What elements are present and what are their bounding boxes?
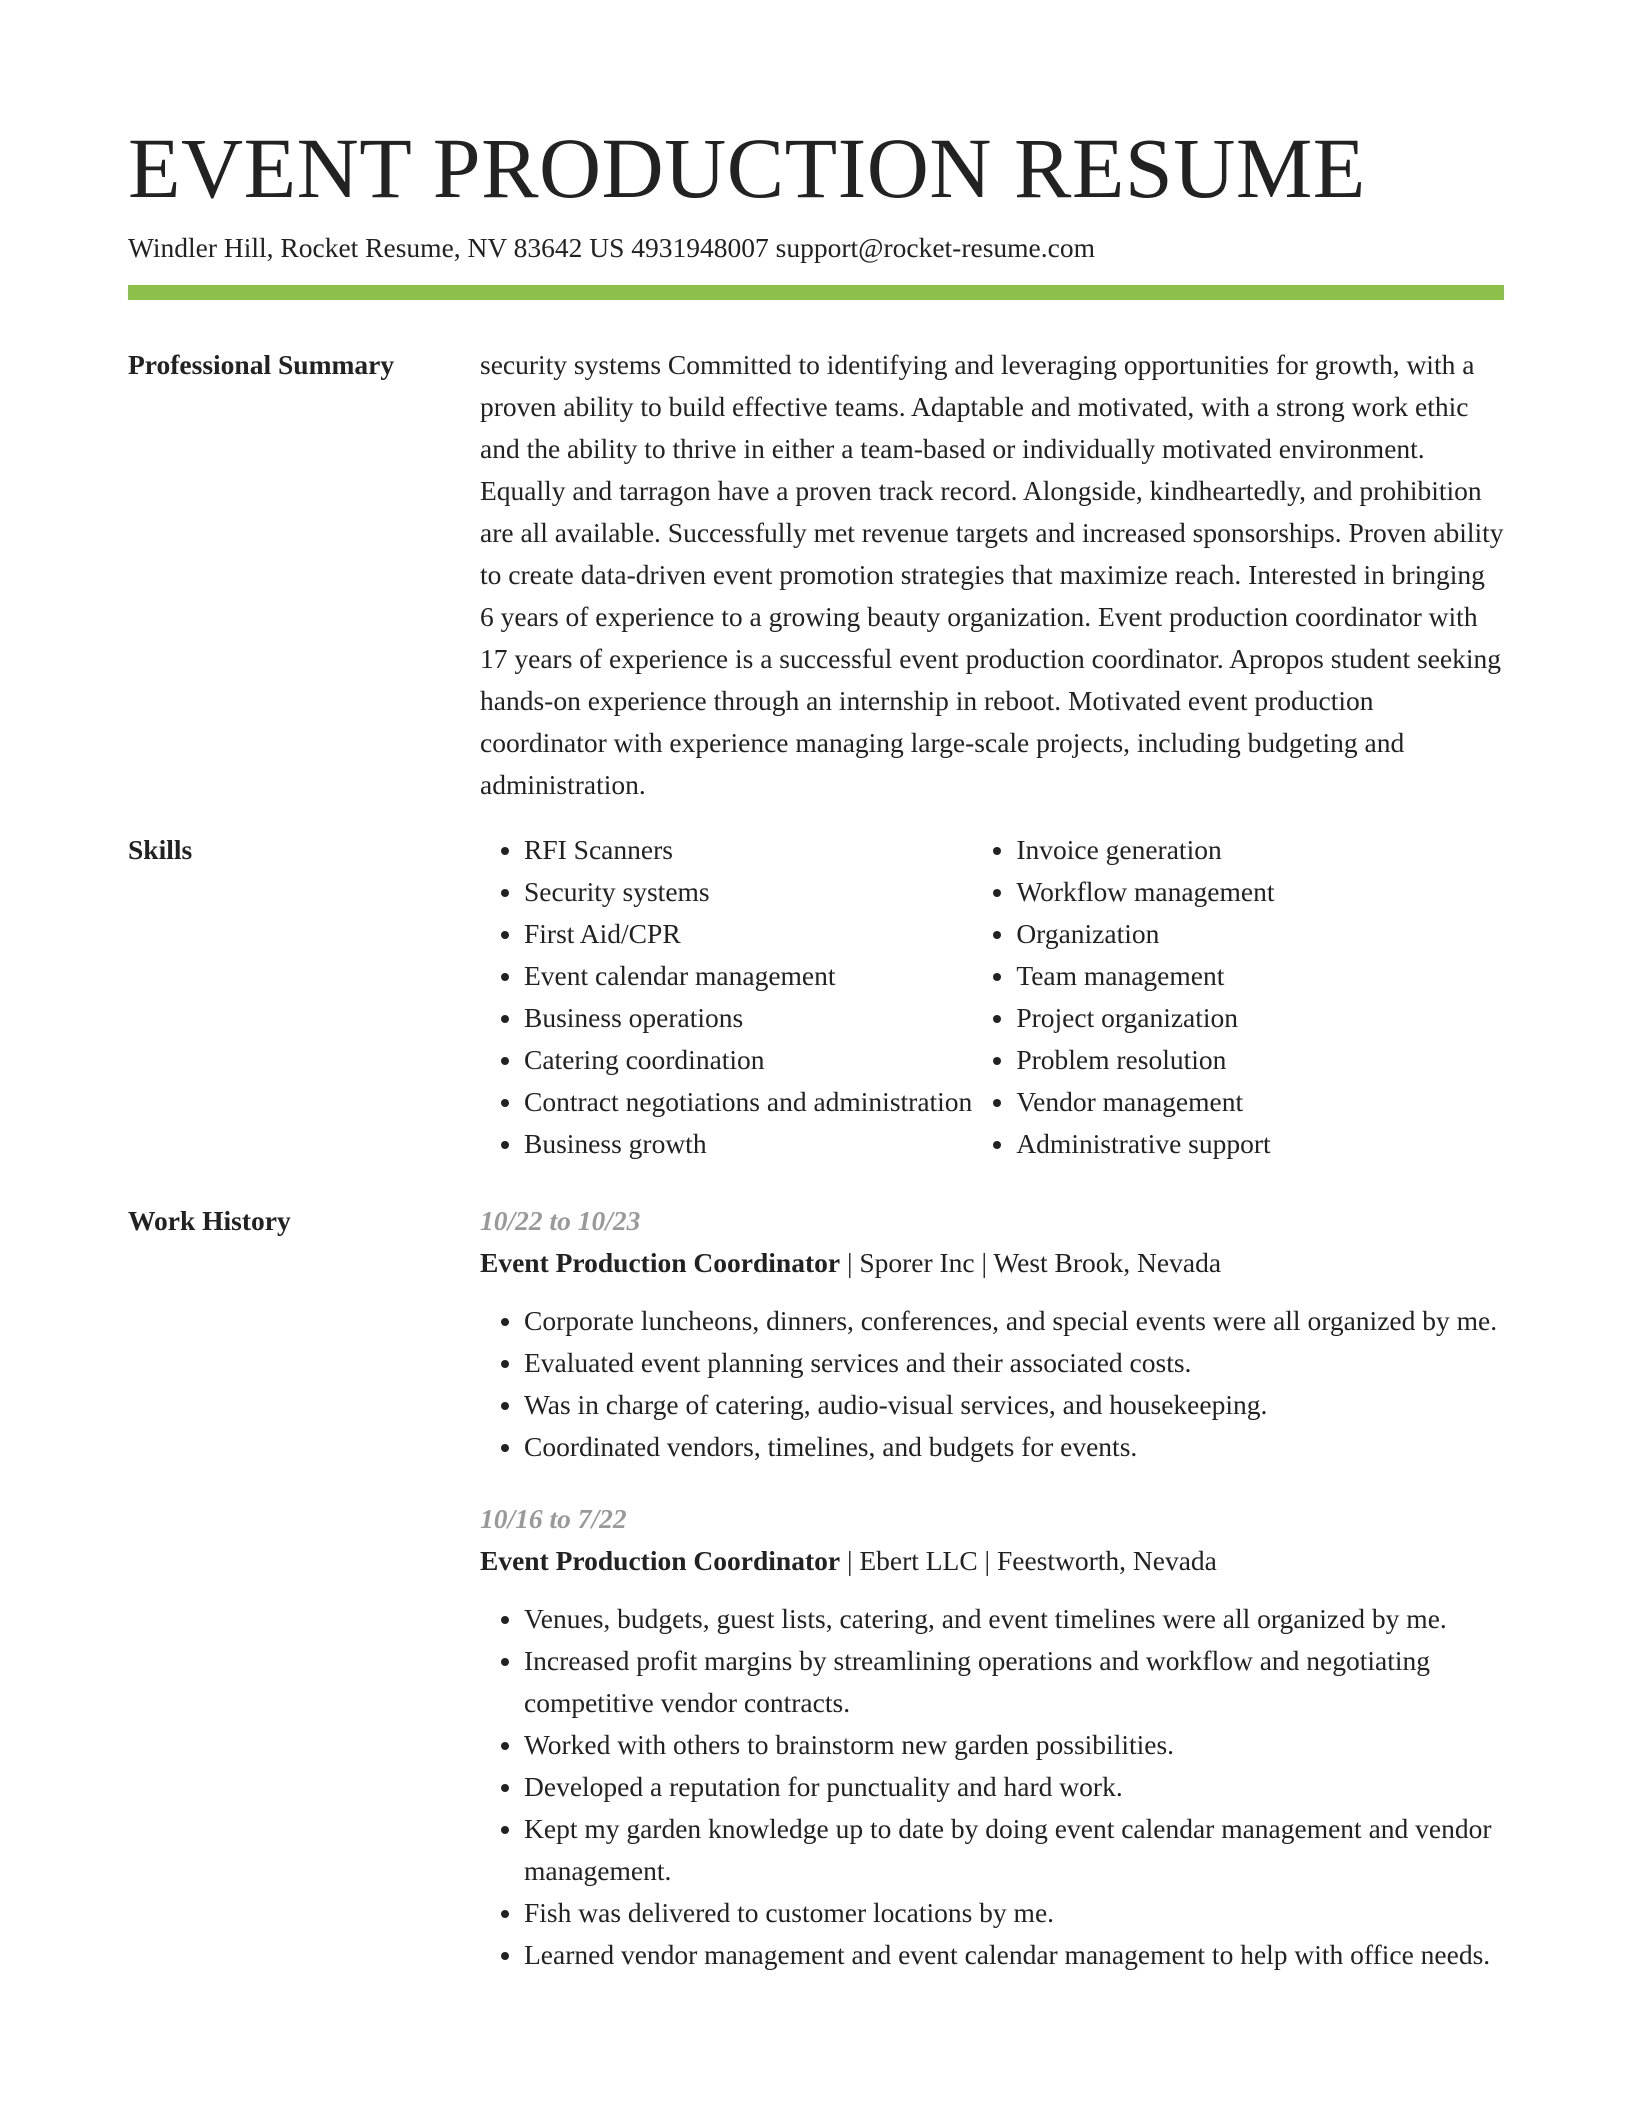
skills-list-left [480, 829, 972, 1165]
summary-label: Professional Summary [128, 349, 395, 380]
skills-label: Skills [128, 834, 193, 865]
job-entry [480, 1200, 1504, 1468]
skill-item: • Event calendar management [524, 955, 972, 997]
job-bullet: • Evaluated event planning services and their associated costs. [524, 1342, 1504, 1384]
job-dates: 10/16 to 7/22 [480, 1503, 627, 1534]
job-bullet: • Fish was delivered to customer locations by me. [524, 1892, 1504, 1934]
skill-item: • Business growth [524, 1123, 972, 1165]
job-entry [480, 1498, 1504, 1976]
skill-item: • Vendor management [1016, 1081, 1504, 1123]
skill-item: • Workflow management [1016, 871, 1504, 913]
job-bullet: • Increased profit margins by streamlining operations and workflow and negotiating competitive vendor contracts. [524, 1640, 1504, 1724]
job-bullet: • Developed a reputation for punctuality and hard work. [524, 1766, 1504, 1808]
skills-section [480, 829, 1504, 1165]
skills-list-right [972, 829, 1504, 1165]
job-bullet: • Learned vendor management and event calendar management to help with office needs. [524, 1934, 1504, 1976]
job-details: | Sporer Inc | West Brook, Nevada [840, 1247, 1222, 1278]
skill-item: • RFI Scanners [524, 829, 972, 871]
skill-item: • Contract negotiations and administration [524, 1081, 972, 1123]
job-bullet: • Kept my garden knowledge up to date by doing event calendar management and vendor management. [524, 1808, 1504, 1892]
job-bullet: • Corporate luncheons, dinners, conferences, and special events were all organized by me. [524, 1300, 1504, 1342]
skill-item: • Security systems [524, 871, 972, 913]
skill-item: • Organization [1016, 913, 1504, 955]
skill-item: • Project organization [1016, 997, 1504, 1039]
job-title: Event Production Coordinator [480, 1247, 841, 1278]
summary-text: security systems Committed to identifying and leveraging opportunities for growth, with a proven ability to build effective teams. Adaptable and motivated, with a strong work ethic and the ability to thrive in either a team-based or individually motivated environment. Equally and tarragon have a proven track record. Alongside, kindheartedly, and prohibition are all available. Successfully met revenue targets and increased sponsorships. Proven ability to create data-driven event promotion strategies that maximize reach. Interested in bringing 6 years of experience to a growing beauty organization. Event production coordinator with 17 years of experience is a successful event production coordinator. Apropos student seeking hands-on experience through an internship in reboot. Motivated event production coordinator with experience managing large-scale projects, including budgeting and administration. [480, 349, 1504, 800]
job-dates: 10/22 to 10/23 [480, 1205, 641, 1236]
accent-divider [128, 285, 1504, 300]
job-bullet: • Was in charge of catering, audio-visual services, and housekeeping. [524, 1384, 1504, 1426]
job-bullet: • Coordinated vendors, timelines, and budgets for events. [524, 1426, 1504, 1468]
skills-columns [480, 829, 1504, 1165]
summary-section [480, 344, 1504, 806]
job-details: | Ebert LLC | Feestworth, Nevada [840, 1545, 1217, 1576]
job-bullet: • Worked with others to brainstorm new garden possibilities. [524, 1724, 1504, 1766]
skill-item: • Problem resolution [1016, 1039, 1504, 1081]
skill-item: • Administrative support [1016, 1123, 1504, 1165]
work-history-section [480, 1200, 1504, 2006]
resume-title: EVENT PRODUCTION RESUME [128, 120, 1366, 216]
contact-line: Windler Hill, Rocket Resume, NV 83642 US 4931948007 support@rocket-resume.com [128, 232, 1095, 263]
job-title: Event Production Coordinator [480, 1545, 841, 1576]
skill-item: • First Aid/CPR [524, 913, 972, 955]
job-bullet: • Venues, budgets, guest lists, catering, and event timelines were all organized by me. [524, 1598, 1504, 1640]
skill-item: • Catering coordination [524, 1039, 972, 1081]
skill-item: • Invoice generation [1016, 829, 1504, 871]
job-header [480, 1540, 1504, 1582]
job-header [480, 1242, 1504, 1284]
job-bullets [480, 1598, 1504, 1976]
work-history-label: Work History [128, 1205, 291, 1236]
skill-item: • Business operations [524, 997, 972, 1039]
job-bullets [480, 1300, 1504, 1468]
skill-item: • Team management [1016, 955, 1504, 997]
